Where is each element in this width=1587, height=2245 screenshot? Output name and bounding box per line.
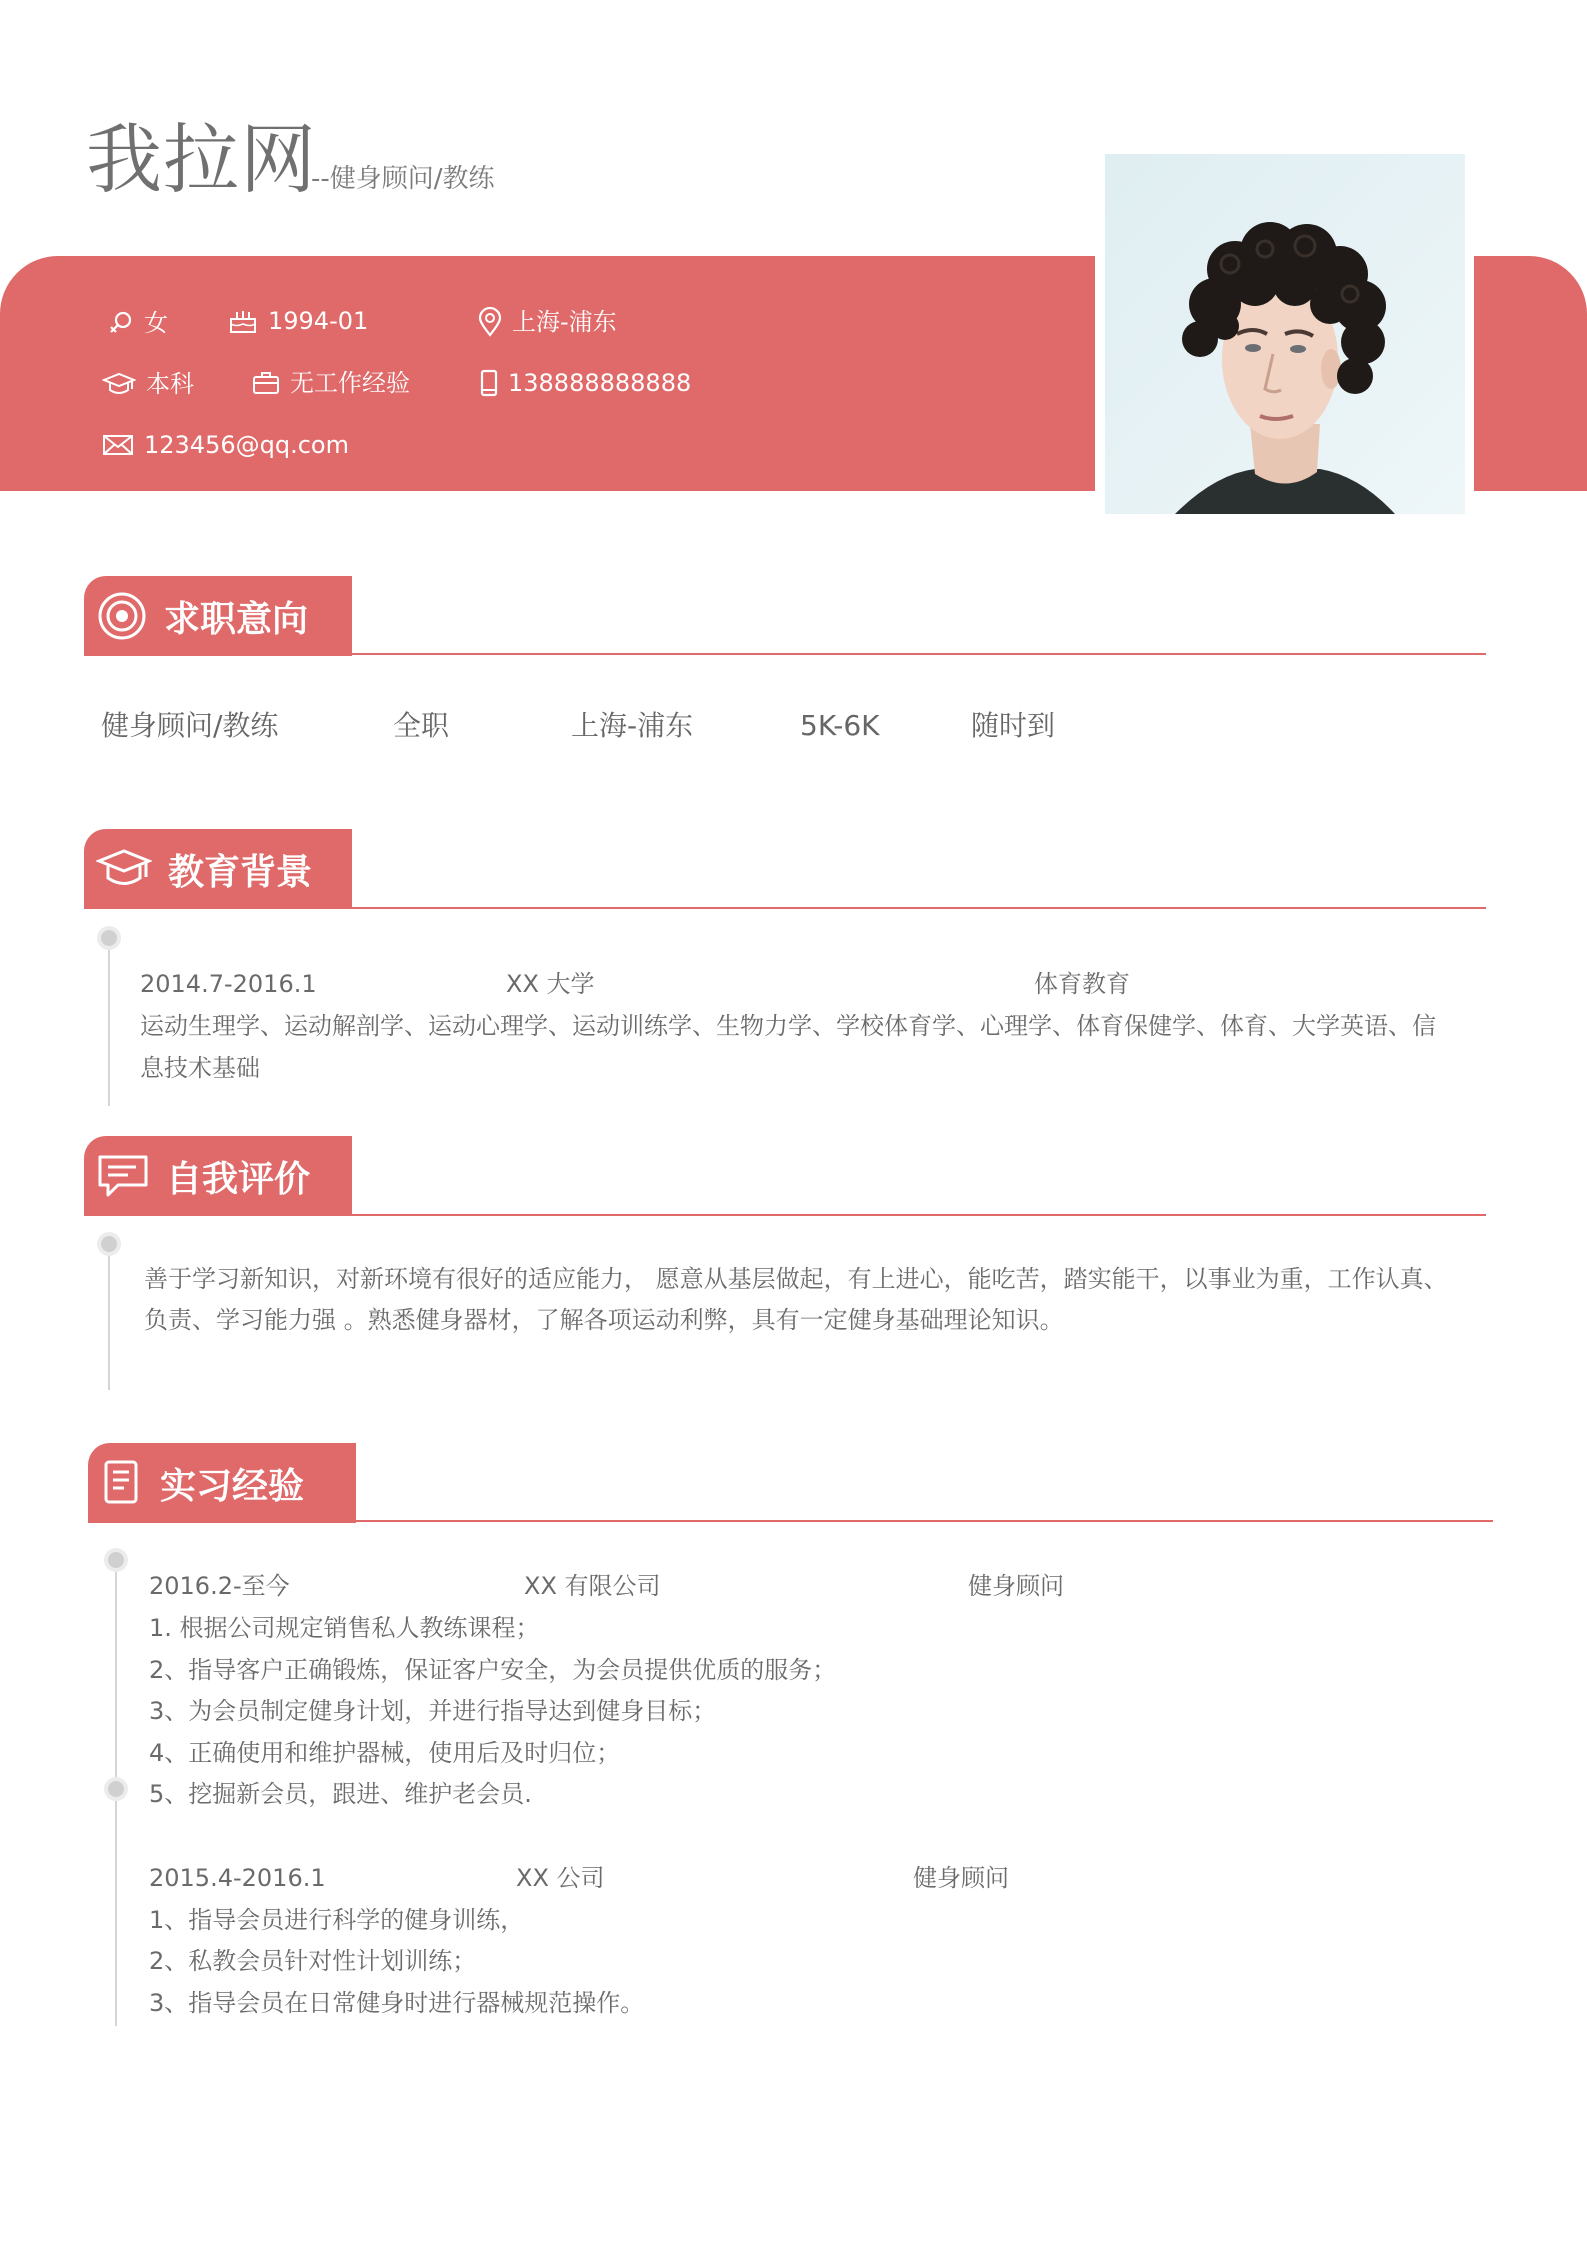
education-timeline-dot bbox=[97, 926, 121, 950]
section-intent-header bbox=[84, 576, 352, 656]
self-timeline-dot bbox=[97, 1232, 121, 1256]
section-intern-title: 实习经验 bbox=[160, 1465, 305, 1507]
section-intern-rule bbox=[356, 1520, 1493, 1522]
cake-icon bbox=[228, 307, 258, 335]
intent-type: 全职 bbox=[393, 709, 450, 742]
section-self-header bbox=[84, 1136, 352, 1216]
info-experience bbox=[252, 371, 410, 395]
profile-photo bbox=[1105, 154, 1465, 514]
document-icon bbox=[100, 1458, 144, 1508]
intent-position: 健身顾问/教练 bbox=[101, 709, 279, 742]
job-company: XX 有限公司 bbox=[524, 1572, 661, 1600]
intern-timeline-dot bbox=[104, 1548, 128, 1572]
section-education-header bbox=[84, 829, 352, 909]
job-company: XX 公司 bbox=[516, 1864, 605, 1892]
job-duty: 2、指导客户正确锻炼，保证客户安全，为会员提供优质的服务； bbox=[149, 1656, 837, 1684]
job-duty: 4、正确使用和维护器械，使用后及时归位； bbox=[149, 1739, 621, 1767]
location-pin-icon bbox=[478, 307, 502, 337]
chat-bubble-icon bbox=[96, 1151, 150, 1201]
birth-text: 1994-01 bbox=[268, 307, 369, 335]
briefcase-icon bbox=[252, 371, 280, 395]
section-self-title: 自我评价 bbox=[166, 1158, 311, 1200]
self-timeline bbox=[108, 1246, 110, 1390]
job-duty: 5、挖掘新会员，跟进、维护老会员. bbox=[149, 1780, 532, 1808]
info-birth bbox=[228, 307, 368, 335]
job-duty: 2、私教会员针对性计划训练； bbox=[149, 1947, 477, 1975]
phone-text: 138888888888 bbox=[508, 369, 692, 397]
phone-icon bbox=[480, 369, 498, 397]
section-intern-header bbox=[88, 1443, 356, 1523]
target-icon bbox=[96, 590, 148, 642]
section-intent-rule bbox=[352, 653, 1486, 655]
section-education-title: 教育背景 bbox=[168, 851, 313, 893]
female-icon bbox=[108, 310, 134, 336]
intern-timeline-dot bbox=[104, 1777, 128, 1801]
location-text: 上海-浦东 bbox=[512, 308, 617, 336]
education-period: 2014.7-2016.1 bbox=[140, 970, 317, 998]
education-school: XX 大学 bbox=[506, 970, 595, 998]
job-period: 2016.2-至今 bbox=[149, 1572, 290, 1600]
intent-availability: 随时到 bbox=[971, 709, 1056, 742]
education-text: 本科 bbox=[146, 370, 194, 398]
self-line1: 善于学习新知识，对新环境有很好的适应能力， 愿意从基层做起，有上进心，能吃苦，踏实能干，以事业为重，工作认真、 bbox=[144, 1265, 1448, 1293]
resume-name: 我拉网 bbox=[86, 115, 317, 204]
intent-city: 上海-浦东 bbox=[571, 709, 694, 742]
education-timeline bbox=[108, 940, 110, 1106]
intent-salary: 5K-6K bbox=[800, 709, 880, 742]
gender-text: 女 bbox=[144, 309, 168, 337]
info-phone bbox=[480, 369, 691, 397]
section-intent-title: 求职意向 bbox=[164, 598, 309, 640]
mail-icon bbox=[102, 433, 134, 457]
info-location bbox=[478, 307, 617, 337]
job-role: 健身顾问 bbox=[968, 1572, 1064, 1600]
education-courses-line2: 息技术基础 bbox=[140, 1054, 260, 1082]
job-duty: 3、为会员制定健身计划，并进行指导达到健身目标； bbox=[149, 1697, 717, 1725]
info-education bbox=[102, 371, 194, 397]
education-major: 体育教育 bbox=[1034, 970, 1130, 998]
education-courses-line1: 运动生理学、运动解剖学、运动心理学、运动训练学、生物力学、学校体育学、心理学、体育保健学、体育、大学英语、信 bbox=[140, 1012, 1436, 1040]
job-duty: 1. 根据公司规定销售私人教练课程； bbox=[149, 1614, 540, 1642]
section-education-rule bbox=[352, 907, 1486, 909]
experience-text: 无工作经验 bbox=[290, 369, 410, 397]
graduation-cap-icon bbox=[102, 371, 136, 397]
job-duty: 3、指导会员在日常健身时进行器械规范操作。 bbox=[149, 1989, 645, 2017]
header-band-right bbox=[1474, 256, 1587, 491]
self-line2: 负责、学习能力强 。熟悉健身器材，了解各项运动利弊，具有一定健身基础理论知识。 bbox=[144, 1306, 1064, 1334]
job-period: 2015.4-2016.1 bbox=[149, 1864, 326, 1892]
section-self-rule bbox=[352, 1214, 1486, 1216]
resume-title: --健身顾问/教练 bbox=[311, 164, 495, 194]
info-email bbox=[102, 433, 349, 457]
info-gender bbox=[108, 310, 168, 336]
graduation-cap-icon bbox=[96, 847, 152, 891]
job-duty: 1、指导会员进行科学的健身训练， bbox=[149, 1906, 525, 1934]
job-role: 健身顾问 bbox=[913, 1864, 1009, 1892]
email-text: 123456@qq.com bbox=[144, 431, 349, 459]
